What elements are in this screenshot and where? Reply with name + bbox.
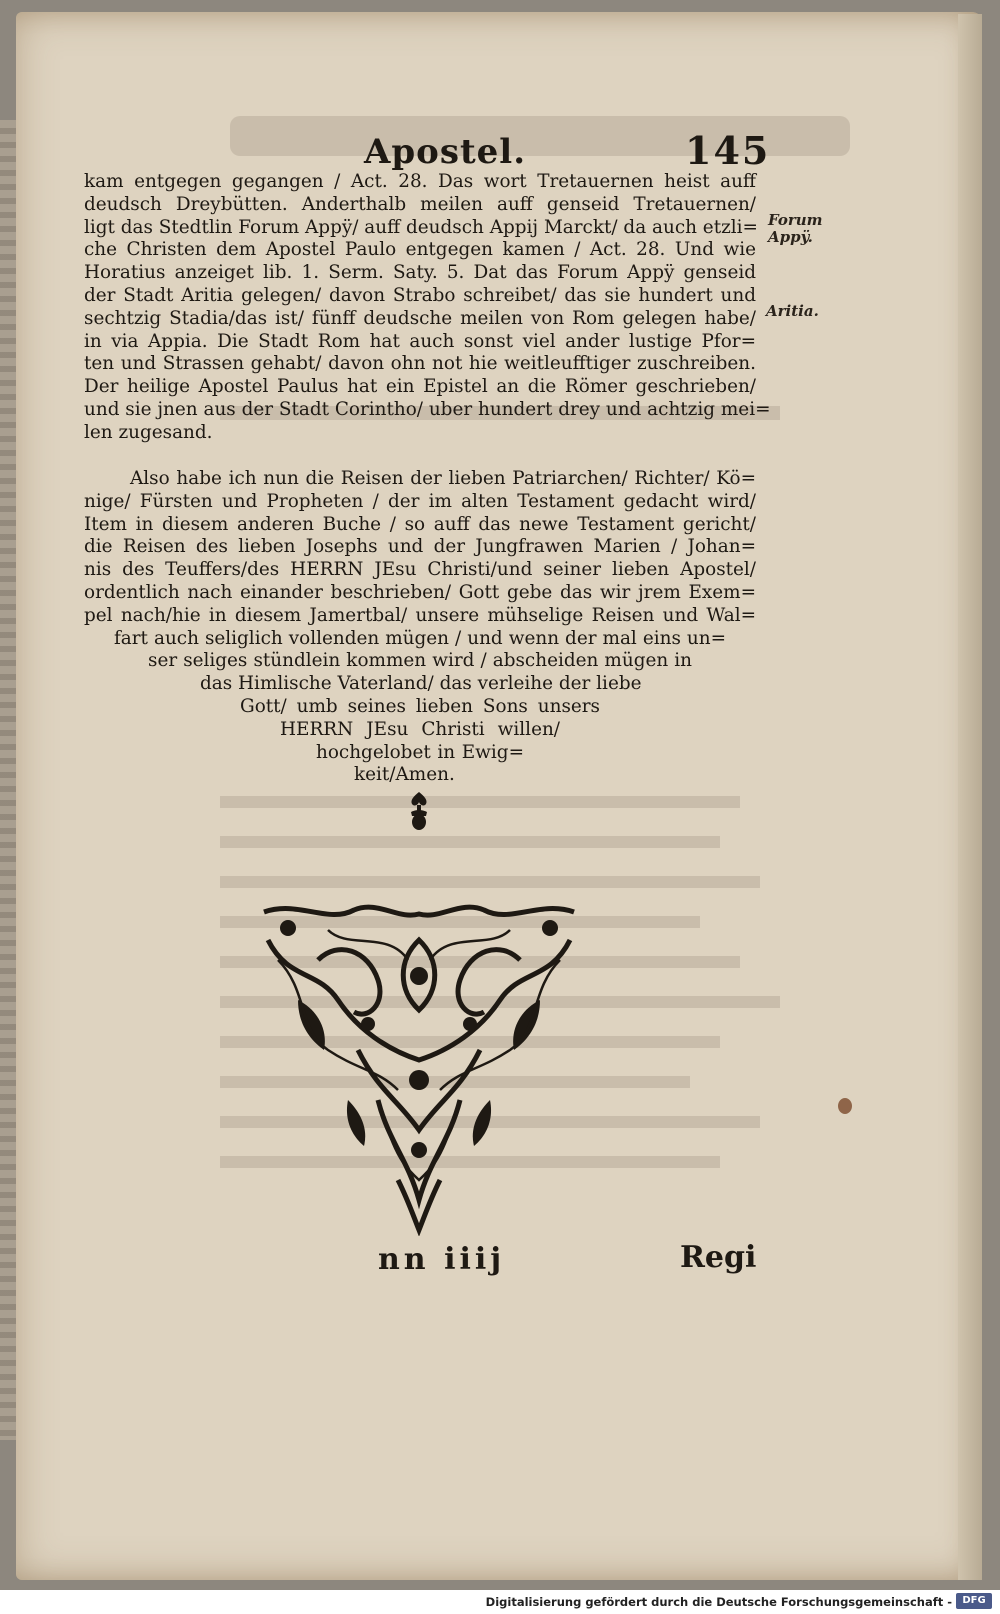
text-line: das Himlische Vaterland/ das verleihe der liebe (200, 673, 642, 695)
margin-note-forum-appij: Forum Appÿ. (768, 211, 823, 246)
text-line: in via Appia. Die Stadt Rom hat auch sonst viel ander lustige Pfor= (84, 330, 756, 352)
paper-stain (838, 1098, 852, 1114)
page-right-edge (958, 14, 982, 1580)
paragraph-1 (84, 171, 771, 445)
text-line: die Reisen des lieben Josephs und der Jungfrawen Marien / Johan= (84, 536, 756, 558)
text-line: len zugesand. (84, 421, 213, 443)
text-line: Der heilige Apostel Paulus hat ein Epistel an die Römer geschrieben/ (84, 376, 756, 398)
text-line: HERRN JEsu Christi willen/ (280, 718, 560, 740)
tailpiece-ornament-icon (258, 900, 580, 1236)
text-line: ten und Strassen gehabt/ davon ohn not hie weitleufftiger zuschreiben. (84, 353, 756, 375)
text-line: nis des Teuffers/des HERRN JEsu Christi/und seiner lieben Apostel/ (84, 559, 756, 581)
catchword: Regi (680, 1240, 757, 1275)
text-line: hochgelobet in Ewig= (316, 741, 524, 763)
text-line: Item in diesem anderen Buche / so auff das newe Testament gericht/ (84, 513, 756, 535)
page-number: 145 (685, 128, 771, 173)
text-line: ligt das Stedtlin Forum Appÿ/ auff deudsch Appij Marckt/ da auch etzli= (84, 216, 758, 238)
text-line: ser seliges stündlein kommen wird / abscheiden mügen in (148, 650, 692, 672)
text-line: pel nach/hie in diesem Jamertbal/ unsere mühselige Reisen und Wal= (84, 604, 756, 626)
text-line: fart auch seliglich vollenden mügen / und wenn der mal eins un= (114, 627, 726, 649)
text-line: und sie jnen aus der Stadt Corintho/ uber hundert drey und achtzig mei= (84, 398, 771, 420)
text-line: deudsch Dreybütten. Anderthalb meilen auff genseid Tretauernen/ (84, 193, 756, 215)
text-line: der Stadt Aritia gelegen/ davon Strabo schreibet/ das sie hundert und (84, 284, 756, 306)
paragraph-2 (84, 468, 756, 787)
text-line: ordentlich nach einander beschrieben/ Gott gebe das wir jrem Exem= (84, 581, 756, 603)
margin-note-aritia: Aritia. (766, 302, 819, 320)
acorn-fleuron-icon (404, 790, 434, 830)
text-line: Horatius anzeiget lib. 1. Serm. Saty. 5. Dat das Forum Appÿ genseid (84, 262, 756, 284)
text-line: Also habe ich nun die Reisen der lieben Patriarchen/ Richter/ Kö= (130, 468, 756, 489)
adjacent-page-text-strip (0, 120, 16, 1440)
footer-credit: Digitalisierung gefördert durch die Deutsche Forschungsgemeinschaft - (485, 1595, 952, 1609)
text-line: keit/Amen. (354, 764, 455, 786)
dfg-logo-icon: DFG (956, 1593, 992, 1609)
text-line: kam entgegen gegangen / Act. 28. Das wort Tretauernen heist auff (84, 171, 756, 192)
text-line: che Christen dem Apostel Paulo entgegen kamen / Act. 28. Und wie (84, 239, 756, 261)
signature-mark: nn iiij (378, 1242, 506, 1277)
text-line: sechtzig Stadia/das ist/ fünff deudsche meilen von Rom gelegen habe/ (84, 307, 756, 329)
text-line: nige/ Fürsten und Propheten / der im alten Testament gedacht wird/ (84, 490, 756, 512)
text-line: Gott/ umb seines lieben Sons unsers (240, 695, 600, 717)
running-head: Apostel. (364, 132, 527, 172)
